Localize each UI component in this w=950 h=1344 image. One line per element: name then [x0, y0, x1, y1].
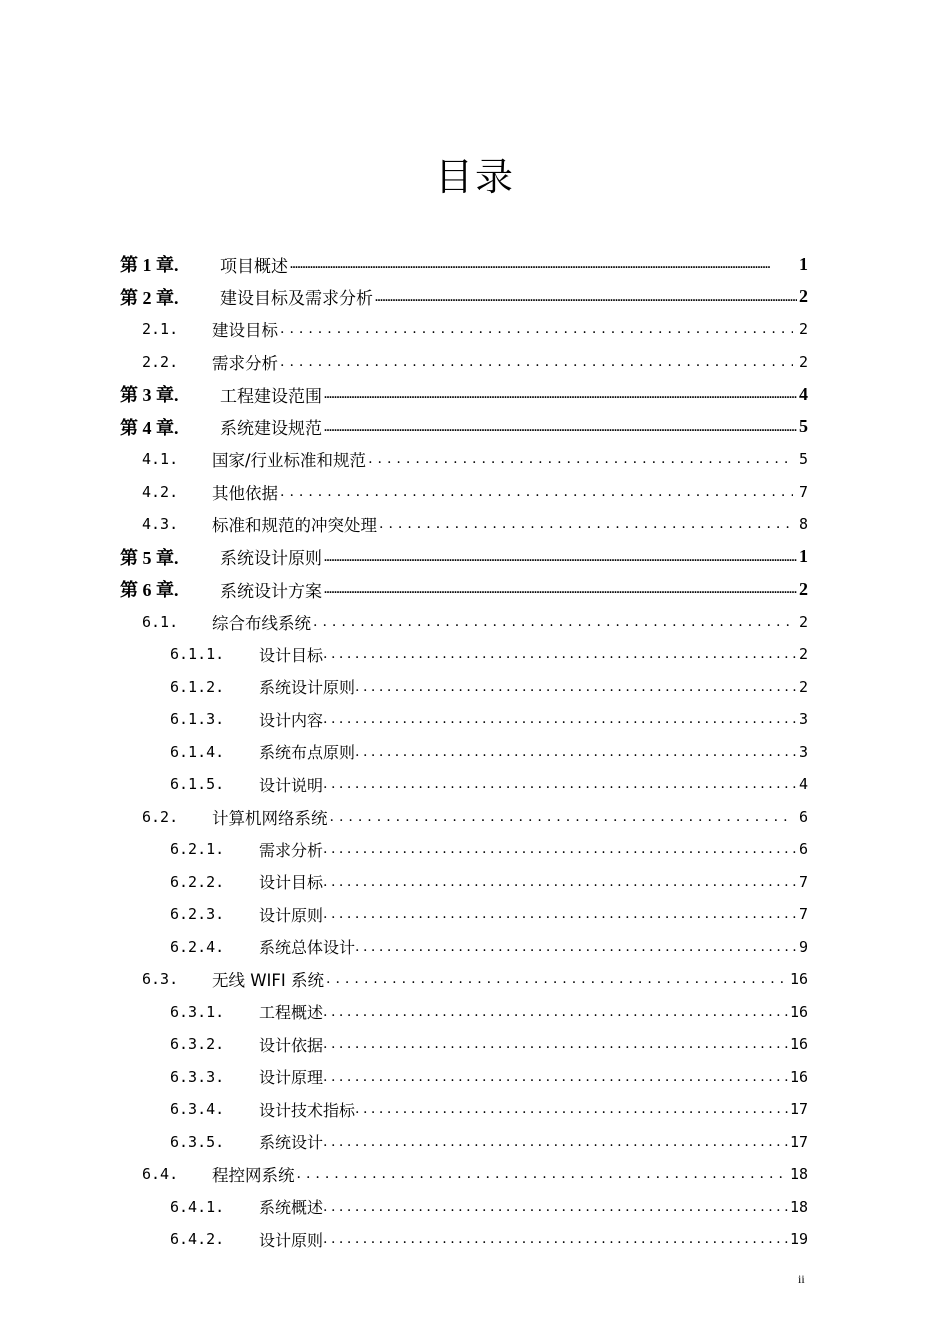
toc-dot-leader — [313, 615, 793, 629]
toc-entry-number: 6.2.3. — [170, 905, 225, 924]
toc-entry-number: 6.3.5. — [170, 1132, 225, 1151]
toc-entry-number: 6.3.4. — [170, 1100, 225, 1119]
toc-entry-number: 2.2. — [142, 352, 179, 371]
page-number: ii — [798, 1272, 805, 1286]
toc-entry-page: 5 — [798, 450, 808, 469]
toc-entry[interactable] — [120, 671, 808, 704]
toc-dot-leader — [323, 712, 799, 726]
toc-entry-page: 16 — [789, 970, 808, 989]
toc-entry-number: 6.1.4. — [170, 742, 225, 761]
toc-entry-title: 设计内容 — [259, 710, 324, 730]
toc-entry-number: 6.2.1. — [170, 840, 225, 859]
toc-dot-leader — [280, 322, 793, 336]
toc-entry-title: 无线 WIFI 系统 — [212, 971, 325, 991]
toc-dot-leader — [280, 485, 793, 499]
toc-dot-leader — [297, 1167, 784, 1181]
toc-entry-page: 18 — [789, 1197, 808, 1216]
toc-entry-title: 系统设计原则 — [259, 678, 356, 698]
table-of-contents — [120, 248, 808, 1256]
toc-dot-leader — [324, 583, 797, 595]
toc-entry-page: 6 — [798, 840, 808, 859]
toc-dot-leader — [323, 907, 799, 921]
toc-entry[interactable] — [120, 736, 808, 769]
toc-entry-page: 2 — [798, 352, 808, 371]
toc-entry-number: 第 6 章. — [120, 580, 179, 601]
toc-entry-title: 系统设计方案 — [220, 581, 322, 602]
toc-entry-page: 17 — [789, 1100, 808, 1119]
toc-entry-page: 7 — [798, 905, 808, 924]
toc-entry-number: 6.4.2. — [170, 1230, 225, 1249]
toc-entry-number: 6.1.5. — [170, 775, 225, 794]
toc-entry-number: 6.1.1. — [170, 645, 225, 664]
toc-entry-page: 17 — [789, 1132, 808, 1151]
toc-entry[interactable] — [120, 508, 808, 541]
toc-entry-title: 设计目标 — [259, 645, 324, 665]
toc-entry-title: 标准和规范的冲突处理 — [212, 516, 377, 536]
toc-entry-page: 6 — [798, 807, 808, 826]
toc-entry-number: 6.2.2. — [170, 872, 225, 891]
toc-dot-leader — [326, 972, 784, 986]
toc-entry-page: 9 — [798, 937, 808, 956]
toc-entry-number: 4.2. — [142, 482, 179, 501]
toc-dot-leader — [290, 258, 797, 270]
toc-entry-number: 6.2. — [142, 807, 179, 826]
toc-entry[interactable] — [120, 378, 808, 411]
toc-entry[interactable] — [120, 931, 808, 964]
toc-entry-title: 系统设计原则 — [220, 549, 322, 570]
toc-entry[interactable] — [120, 346, 808, 379]
toc-entry-page: 2 — [798, 612, 808, 631]
toc-entry-title: 工程概述 — [259, 1003, 324, 1023]
toc-entry[interactable] — [120, 963, 808, 996]
toc-entry-title: 设计技术指标 — [259, 1100, 356, 1120]
toc-dot-leader — [375, 291, 797, 303]
toc-entry-page: 16 — [789, 1035, 808, 1054]
toc-entry-title: 系统建设规范 — [220, 419, 322, 440]
toc-entry-number: 6.1. — [142, 612, 179, 631]
toc-entry[interactable] — [120, 898, 808, 931]
toc-dot-leader — [323, 1200, 790, 1214]
toc-entry-title: 系统总体设计 — [259, 938, 356, 958]
toc-entry[interactable] — [120, 281, 808, 314]
toc-entry[interactable] — [120, 573, 808, 606]
toc-entry-title: 需求分析 — [259, 840, 324, 860]
toc-dot-leader — [330, 810, 793, 824]
toc-entry-page: 1 — [799, 253, 808, 274]
toc-entry[interactable] — [120, 248, 808, 281]
toc-entry-page: 8 — [798, 515, 808, 534]
toc-entry-title: 系统概述 — [259, 1198, 324, 1218]
toc-entry-title: 其他依据 — [212, 483, 278, 503]
toc-entry-title: 设计原则 — [259, 905, 324, 925]
toc-dot-leader — [323, 875, 799, 889]
toc-entry-number: 6.3. — [142, 970, 179, 989]
toc-entry[interactable] — [120, 1028, 808, 1061]
toc-entry-number: 6.2.4. — [170, 937, 225, 956]
toc-entry[interactable] — [120, 768, 808, 801]
toc-dot-leader — [324, 388, 797, 400]
toc-entry-title: 综合布线系统 — [212, 613, 311, 633]
toc-entry-page: 3 — [798, 710, 808, 729]
toc-entry-page: 18 — [789, 1165, 808, 1184]
page-title: 目录 — [434, 155, 515, 199]
toc-entry-title: 系统设计 — [259, 1133, 324, 1153]
toc-entry-page: 4 — [799, 383, 808, 404]
toc-entry-number: 第 4 章. — [120, 417, 179, 438]
toc-entry-page: 2 — [799, 286, 808, 307]
toc-entry-page: 1 — [799, 546, 808, 567]
toc-dot-leader — [355, 680, 799, 694]
toc-entry-title: 设计原理 — [259, 1068, 324, 1088]
toc-entry-title: 建设目标 — [212, 321, 278, 341]
toc-entry-title: 工程建设范围 — [220, 386, 322, 407]
toc-entry-number: 4.3. — [142, 515, 179, 534]
toc-entry-page: 2 — [798, 677, 808, 696]
toc-entry-number: 4.1. — [142, 450, 179, 469]
toc-dot-leader — [355, 940, 799, 954]
toc-entry-number: 6.4.1. — [170, 1197, 225, 1216]
toc-entry[interactable] — [120, 443, 808, 476]
toc-entry-page: 5 — [799, 416, 808, 437]
toc-entry-page: 7 — [798, 872, 808, 891]
toc-dot-leader — [379, 517, 793, 531]
toc-dot-leader — [323, 647, 799, 661]
toc-entry-title: 设计说明 — [259, 775, 324, 795]
toc-entry[interactable] — [120, 1223, 808, 1256]
toc-entry-title: 设计目标 — [259, 873, 324, 893]
toc-entry-title: 国家/行业标准和规范 — [212, 451, 367, 471]
toc-entry-number: 第 2 章. — [120, 287, 179, 308]
toc-dot-leader — [323, 1037, 790, 1051]
toc-entry-title: 系统布点原则 — [259, 743, 356, 763]
toc-dot-leader — [323, 1135, 790, 1149]
toc-entry-number: 6.4. — [142, 1165, 179, 1184]
toc-dot-leader — [323, 1232, 790, 1246]
toc-dot-leader — [324, 421, 797, 433]
toc-entry[interactable] — [120, 606, 808, 639]
toc-entry-title: 程控网系统 — [212, 1166, 295, 1186]
toc-dot-leader — [355, 745, 799, 759]
toc-entry[interactable] — [120, 1191, 808, 1224]
toc-entry-title: 项目概述 — [220, 256, 288, 277]
toc-entry[interactable] — [120, 801, 808, 834]
toc-dot-leader — [280, 355, 793, 369]
toc-entry[interactable] — [120, 411, 808, 444]
toc-entry-page: 2 — [799, 578, 808, 599]
toc-entry[interactable] — [120, 1126, 808, 1159]
toc-entry-page: 16 — [789, 1067, 808, 1086]
toc-entry-number: 6.3.3. — [170, 1067, 225, 1086]
toc-entry[interactable] — [120, 1158, 808, 1191]
toc-entry-page: 3 — [798, 742, 808, 761]
toc-entry[interactable] — [120, 1061, 808, 1094]
toc-entry-number: 6.3.2. — [170, 1035, 225, 1054]
toc-entry-number: 6.1.2. — [170, 677, 225, 696]
toc-entry-number: 6.1.3. — [170, 710, 225, 729]
toc-entry-title: 需求分析 — [212, 353, 278, 373]
toc-entry[interactable] — [120, 313, 808, 346]
toc-entry-number: 第 5 章. — [120, 547, 179, 568]
toc-entry-page: 2 — [798, 320, 808, 339]
toc-entry-page: 19 — [789, 1230, 808, 1249]
toc-dot-leader — [324, 551, 797, 563]
toc-entry-page: 16 — [789, 1002, 808, 1021]
toc-entry[interactable] — [120, 833, 808, 866]
toc-entry-number: 第 1 章. — [120, 255, 179, 276]
toc-dot-leader — [323, 1070, 790, 1084]
toc-entry[interactable] — [120, 476, 808, 509]
toc-dot-leader — [323, 777, 799, 791]
toc-entry[interactable] — [120, 1093, 808, 1126]
toc-entry-number: 2.1. — [142, 320, 179, 339]
toc-entry[interactable] — [120, 703, 808, 736]
toc-entry[interactable] — [120, 866, 808, 899]
toc-dot-leader — [323, 842, 799, 856]
toc-entry-page: 7 — [798, 482, 808, 501]
toc-entry[interactable] — [120, 541, 808, 574]
toc-entry-page: 4 — [798, 775, 808, 794]
toc-entry[interactable] — [120, 638, 808, 671]
toc-entry-number: 6.3.1. — [170, 1002, 225, 1021]
toc-dot-leader — [323, 1005, 790, 1019]
toc-entry-title: 建设目标及需求分析 — [220, 289, 373, 310]
toc-entry-number: 第 3 章. — [120, 385, 179, 406]
toc-dot-leader — [368, 452, 793, 466]
toc-entry-title: 计算机网络系统 — [212, 808, 328, 828]
toc-entry[interactable] — [120, 996, 808, 1029]
toc-dot-leader — [355, 1102, 790, 1116]
toc-entry-page: 2 — [798, 645, 808, 664]
toc-entry-title: 设计依据 — [259, 1035, 324, 1055]
toc-entry-title: 设计原则 — [259, 1230, 324, 1250]
